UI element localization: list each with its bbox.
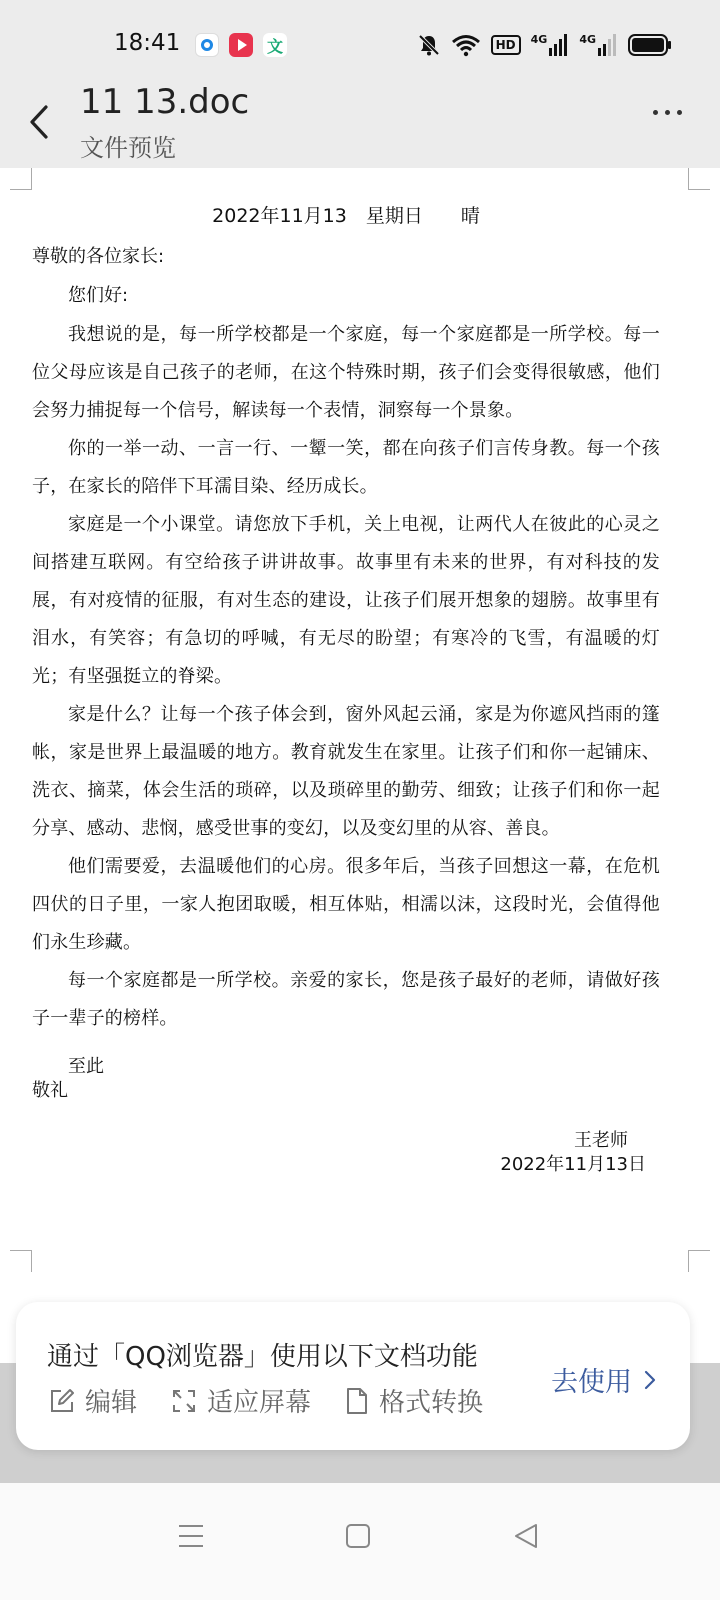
nav-home-button[interactable]	[345, 1523, 371, 1553]
signal-4g-2: 4G	[579, 34, 618, 56]
promo-title: 通过「QQ浏览器」使用以下文档功能	[47, 1342, 478, 1372]
status-app-icons	[195, 33, 287, 57]
dot-icon	[665, 110, 670, 115]
video-app-icon	[229, 33, 253, 57]
back-button[interactable]	[24, 104, 56, 140]
doc-signer: 王老师	[574, 1130, 628, 1151]
edit-icon	[49, 1388, 75, 1414]
hd-badge: HD	[491, 35, 521, 55]
doc-closing-line-1: 至此	[68, 1056, 104, 1077]
translate-app-icon: 文	[263, 33, 287, 57]
dot-icon	[677, 110, 682, 115]
doc-paragraph: 我想说的是，每一所学校都是一个家庭，每一个家庭都是一所学校。每一位父母应该是自己孩子的老师，在这个特殊时期，孩子们会变得很敏感，他们会努力捕捉每一个信号，解读每一个表情，洞察每一个景象。	[32, 324, 660, 421]
nav-back-button[interactable]	[513, 1523, 539, 1553]
wifi-icon	[451, 33, 481, 57]
page-corner-mark	[10, 168, 32, 190]
feature-fit-screen[interactable]	[171, 1382, 311, 1419]
doc-date-line: 2022年11月13 星期日 晴	[212, 205, 480, 227]
file-convert-icon	[345, 1387, 369, 1415]
status-time: 18:41	[114, 30, 181, 56]
doc-salutation: 尊敬的各位家长:	[32, 246, 165, 267]
signal-bars-icon	[549, 34, 569, 56]
doc-paragraph: 家是什么？让每一个孩子体会到，窗外风起云涌，家是为你遮风挡雨的篷帐，家是世界上最温暖的地方。教育就发生在家里。让孩子们和你一起铺床、洗衣、摘菜，体会生活的琐碎，以及琐碎里的勤劳、细致；让孩子们和你一起分享、感动、悲悯，感受世事的变幻，以及变幻里的从容、善良。	[32, 704, 660, 839]
doc-paragraph: 每一个家庭都是一所学校。亲爱的家长，您是孩子最好的老师，请做好孩子一辈子的榜样。	[32, 970, 660, 1029]
browser-app-icon	[195, 33, 219, 57]
go-use-label: 去使用	[551, 1367, 632, 1398]
qq-browser-promo-card[interactable]	[16, 1302, 690, 1450]
dot-icon	[653, 110, 658, 115]
feature-label: 编辑	[85, 1388, 138, 1418]
chevron-left-icon	[24, 104, 56, 140]
fit-screen-icon	[171, 1388, 197, 1414]
back-triangle-icon	[513, 1523, 539, 1549]
status-indicators	[417, 33, 672, 57]
signal-4g-1: 4G	[531, 34, 570, 56]
feature-format-convert[interactable]	[345, 1382, 483, 1419]
page-corner-mark	[10, 1250, 32, 1272]
doc-sign-date: 2022年11月13日	[500, 1154, 646, 1175]
page-title: 11 13.doc	[80, 82, 250, 122]
document-page[interactable]	[0, 168, 720, 1363]
page-corner-mark	[688, 168, 710, 190]
chevron-right-icon	[644, 1370, 656, 1390]
title-bar	[0, 82, 720, 168]
doc-paragraph: 他们需要爱，去温暖他们的心房。很多年后，当孩子回想这一幕，在危机四伏的日子里，一家人抱团取暖，相互体贴，相濡以沫，这段时光，会值得他们永生珍藏。	[32, 856, 660, 953]
page-corner-mark	[688, 1250, 710, 1272]
doc-paragraph: 你的一举一动、一言一行、一颦一笑，都在向孩子们言传身教。每一个孩子，在家长的陪伴下耳濡目染、经历成长。	[32, 438, 660, 497]
go-use-button[interactable]	[551, 1360, 656, 1399]
home-square-icon	[345, 1523, 371, 1549]
promo-features	[49, 1382, 483, 1419]
doc-greeting: 您们好:	[68, 285, 129, 306]
more-options-button[interactable]	[653, 110, 682, 115]
feature-edit[interactable]	[49, 1382, 137, 1419]
feature-label: 适应屏幕	[207, 1388, 312, 1418]
battery-icon	[628, 34, 672, 56]
doc-closing-line-2: 敬礼	[32, 1080, 68, 1101]
system-nav-bar	[0, 1483, 720, 1600]
status-bar	[0, 0, 720, 90]
mute-bell-icon	[417, 33, 441, 57]
menu-icon	[178, 1523, 204, 1549]
nav-menu-button[interactable]	[178, 1523, 204, 1553]
feature-label: 格式转换	[379, 1388, 484, 1418]
doc-paragraph: 家庭是一个小课堂。请您放下手机，关上电视，让两代人在彼此的心灵之间搭建互联网。有空给孩子讲讲故事。故事里有未来的世界，有对科技的发展，有对疫情的征服，有对生态的建设，让孩子们展开想象的翅膀。故事里有泪水，有笑容；有急切的呼喊，有无尽的盼望；有寒冷的飞雪，有温暖的灯光；有坚强挺立的脊梁。	[32, 514, 660, 687]
doc-body	[32, 316, 660, 1038]
signal-bars-icon	[598, 34, 618, 56]
page-subtitle: 文件预览	[80, 134, 176, 162]
